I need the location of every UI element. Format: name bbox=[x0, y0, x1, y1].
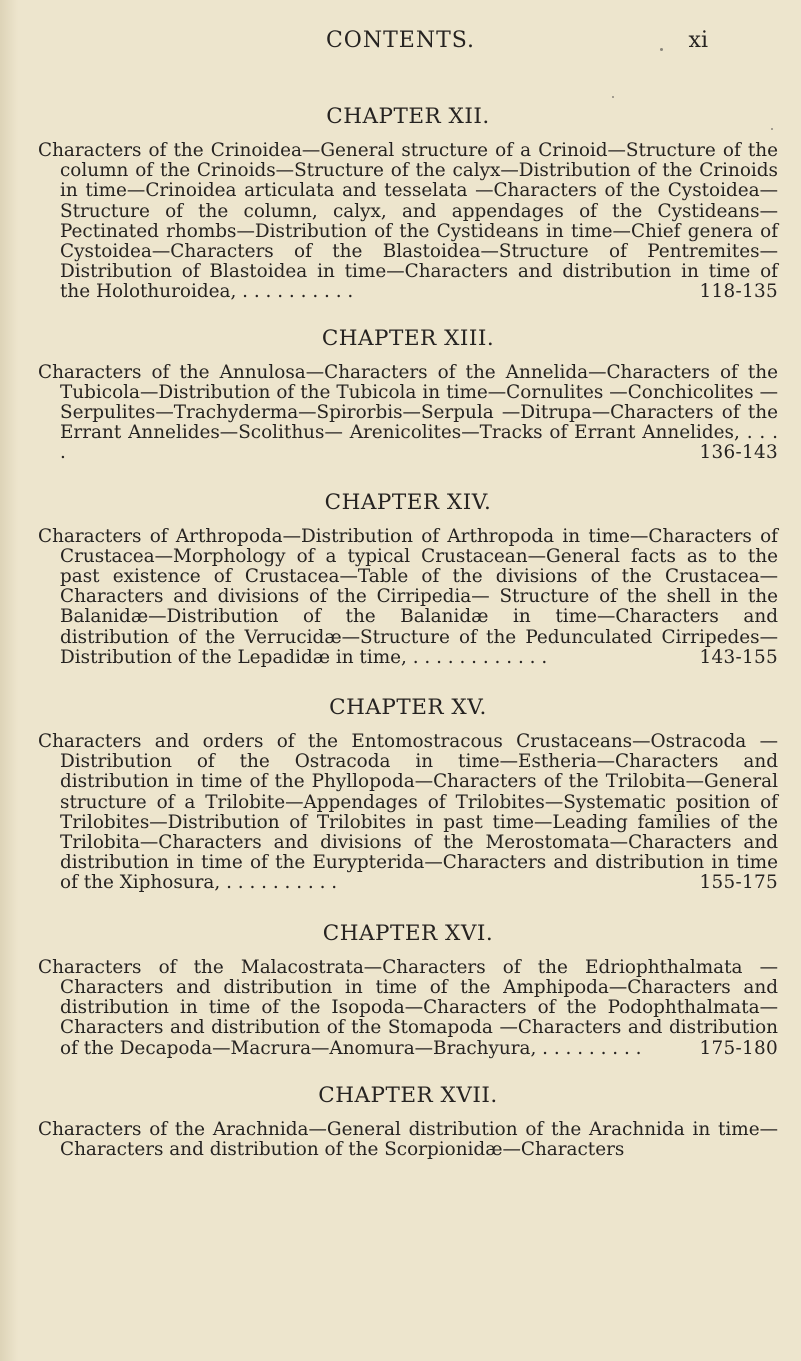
chapter-entry bbox=[38, 490, 778, 668]
page-number: xi bbox=[688, 28, 708, 53]
chapter-summary bbox=[38, 141, 778, 303]
print-speck bbox=[660, 48, 663, 51]
chapter-entry bbox=[38, 104, 778, 303]
chapter-summary-text: Characters of the Arachnida—General distribution of the Arachnida in time—Characters and distribution of the Scorpionidæ—Characters bbox=[38, 1118, 778, 1160]
page-range: 118-135 bbox=[699, 281, 778, 303]
page-range: 175-180 bbox=[699, 1037, 778, 1059]
chapter-title: CHAPTER XII. bbox=[326, 104, 490, 129]
page-header bbox=[0, 28, 801, 58]
page-range: 136-143 bbox=[699, 442, 778, 464]
page-range: 155-175 bbox=[699, 872, 778, 894]
running-head: CONTENTS. bbox=[325, 28, 476, 53]
chapter-summary bbox=[38, 732, 778, 894]
chapter-summary bbox=[38, 363, 778, 464]
chapter-entry bbox=[38, 326, 778, 464]
chapter-summary-text: Characters of the Malacostrata—Characters of the Edriophthalmata —Characters and distribution in time of the Amphipoda—Characters and distribution in time of the Isopoda—Characters of the Podophthalmata—Characters and distribution of the Stomapoda —Characters and distribution of the Decapoda—Macrura—Anomura—Brachyura, . . . . . . . . . bbox=[38, 956, 778, 1059]
page-range: 143-155 bbox=[699, 646, 778, 668]
chapter-summary-text: Characters of the Crinoidea—General structure of a Crinoid—Structure of the column of the Crinoids—Structure of the calyx—Distribution of the Crinoids in time—Crinoidea articulata and tesselata —Characters of the Cystoidea—Structure of the column, calyx, and appendages of the Cystideans—Pectinated rhombs—Distribution of the Cystideans in time—Chief genera of Cystoidea—Characters of the Blastoidea—Structure of Pentremites—Distribution of Blastoidea in time—Characters and distribution in time of the Holothuroidea, . . . . . . . . . . bbox=[38, 140, 778, 303]
chapter-summary bbox=[38, 958, 778, 1059]
chapter-title: CHAPTER XIV. bbox=[324, 489, 492, 515]
chapter-entry bbox=[38, 695, 778, 894]
chapter-title: CHAPTER XIII. bbox=[321, 325, 495, 351]
chapter-summary bbox=[38, 527, 778, 668]
table-of-contents bbox=[38, 104, 778, 1160]
chapter-title: CHAPTER XV. bbox=[329, 695, 487, 721]
chapter-entry bbox=[38, 1083, 778, 1160]
chapter-summary bbox=[38, 1120, 778, 1160]
chapter-entry bbox=[38, 921, 778, 1059]
chapter-summary-text: Characters and orders of the Entomostracous Crustaceans—Ostracoda —Distribution of the Ostracoda in time—Estheria—Characters and distribution in time of the Phyllopoda—Characters of the Trilobita—General structure of a Trilobite—Appendages of Trilobites—Systematic position of Trilobites—Distribution of Trilobites in past time—Leading families of the Trilobita—Characters and divisions of the Merostomata—Characters and distribution in time of the Eurypterida—Characters and distribution in time of the Xiphosura, . . . . . . . . . . bbox=[38, 731, 778, 894]
chapter-title: CHAPTER XVII. bbox=[318, 1082, 498, 1108]
page-gutter-shadow bbox=[0, 0, 18, 1361]
chapter-summary-text: Characters of the Annulosa—Characters of the Annelida—Characters of the Tubicola—Distribution of the Tubicola in time—Cornulites —Conchicolites — Serpulites—Trachyderma—Spirorbis—Serpula —Ditrupa—Characters of the Errant Annelides—Scolithus— Arenicolites—Tracks of Errant Annelides, . . . . bbox=[38, 361, 778, 464]
print-speck bbox=[612, 96, 614, 98]
chapter-summary-text: Characters of Arthropoda—Distribution of Arthropoda in time—Characters of Crustacea—Morphology of a typical Crustacean—General facts as to the past existence of Crustacea—Table of the divisions of the Crustacea—Characters and divisions of the Cirripedia— Structure of the shell in the Balanidæ—Distribution of the Balanidæ in time—Characters and distribution of the Verrucidæ—Structure of the Pedunculated Cirripedes—Distribution of the Lepadidæ in time, . . . . . . . . . . . . bbox=[38, 525, 778, 668]
chapter-title: CHAPTER XVI. bbox=[322, 920, 494, 946]
